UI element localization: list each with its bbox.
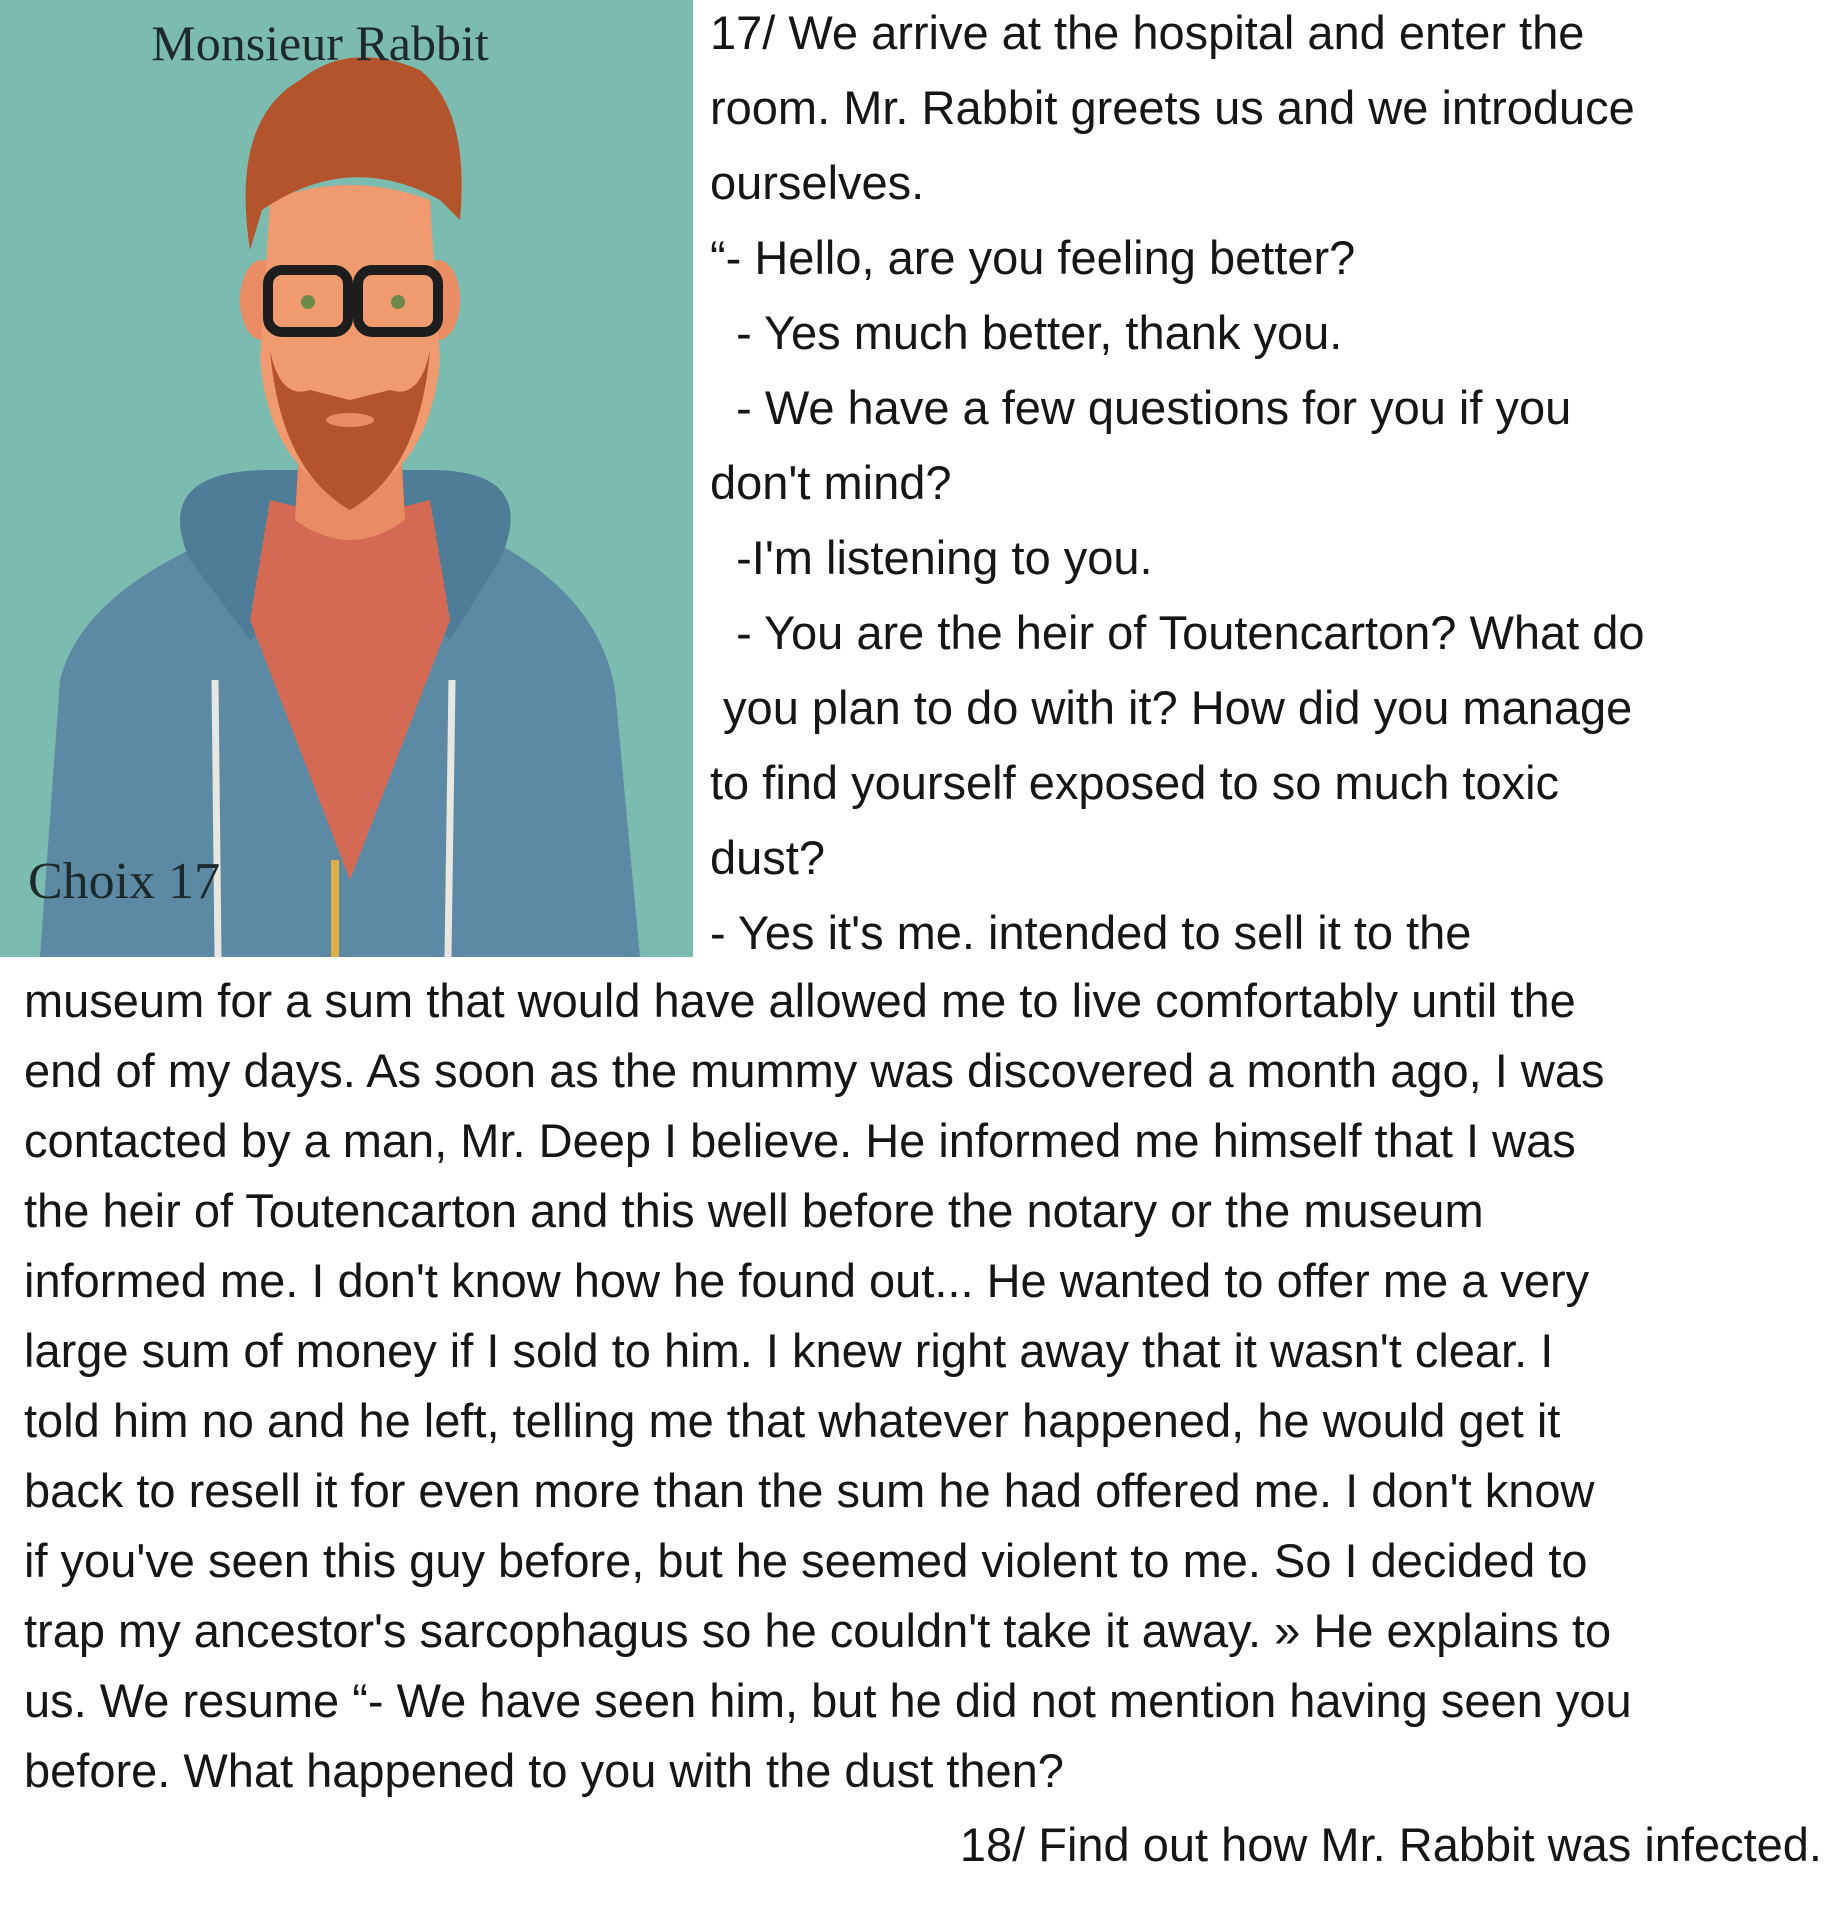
text-line: don't mind?	[710, 456, 952, 509]
text-line: end of my days. As soon as the mummy was discovered a month ago, I was	[24, 1044, 1605, 1097]
text-line: to find yourself exposed to so much toxic	[710, 756, 1560, 809]
text-line: - Yes much better, thank you.	[710, 306, 1343, 359]
text-line: you plan to do with it? How did you manage	[710, 681, 1633, 734]
text-line: back to resell it for even more than the sum he had offered me. I don't know	[24, 1464, 1595, 1517]
story-body-text	[24, 966, 1824, 1806]
text-line: 17/ We arrive at the hospital and enter the	[710, 6, 1585, 59]
text-line: told him no and he left, telling me that whatever happened, he would get it	[24, 1394, 1561, 1447]
next-step-instruction: 18/ Find out how Mr. Rabbit was infected.	[959, 1818, 1822, 1871]
intro-text-block	[710, 0, 1830, 970]
text-line: large sum of money if I sold to him. I knew right away that it wasn't clear. I	[24, 1324, 1554, 1377]
text-line: dust?	[710, 831, 825, 884]
man-portrait-drawing	[0, 0, 693, 957]
text-line: room. Mr. Rabbit greets us and we introduce	[710, 81, 1635, 134]
text-line: trap my ancestor's sarcophagus so he couldn't take it away. » He explains to	[24, 1604, 1612, 1657]
text-line: if you've seen this guy before, but he seemed violent to me. So I decided to	[24, 1534, 1588, 1587]
choice-number-caption: Choix 17	[28, 853, 221, 910]
text-line: before. What happened to you with the dust then?	[24, 1744, 1064, 1797]
text-line: - We have a few questions for you if you	[710, 381, 1572, 434]
text-line: ourselves.	[710, 156, 925, 209]
text-line: museum for a sum that would have allowed me to live comfortably until the	[24, 974, 1576, 1027]
text-line: - Yes it's me. intended to sell it to the	[710, 906, 1472, 959]
text-line: - You are the heir of Toutencarton? What do	[710, 606, 1645, 659]
text-line: -I'm listening to you.	[710, 531, 1153, 584]
text-line: informed me. I don't know how he found out... He wanted to offer me a very	[24, 1254, 1590, 1307]
portrait-illustration	[0, 0, 693, 957]
text-line: us. We resume “- We have seen him, but he did not mention having seen you	[24, 1674, 1632, 1727]
portrait-name-caption: Monsieur Rabbit	[151, 15, 489, 71]
text-line: contacted by a man, Mr. Deep I believe. He informed me himself that I was	[24, 1114, 1576, 1167]
text-line: “- Hello, are you feeling better?	[710, 231, 1356, 284]
text-line: the heir of Toutencarton and this well before the notary or the museum	[24, 1184, 1484, 1237]
